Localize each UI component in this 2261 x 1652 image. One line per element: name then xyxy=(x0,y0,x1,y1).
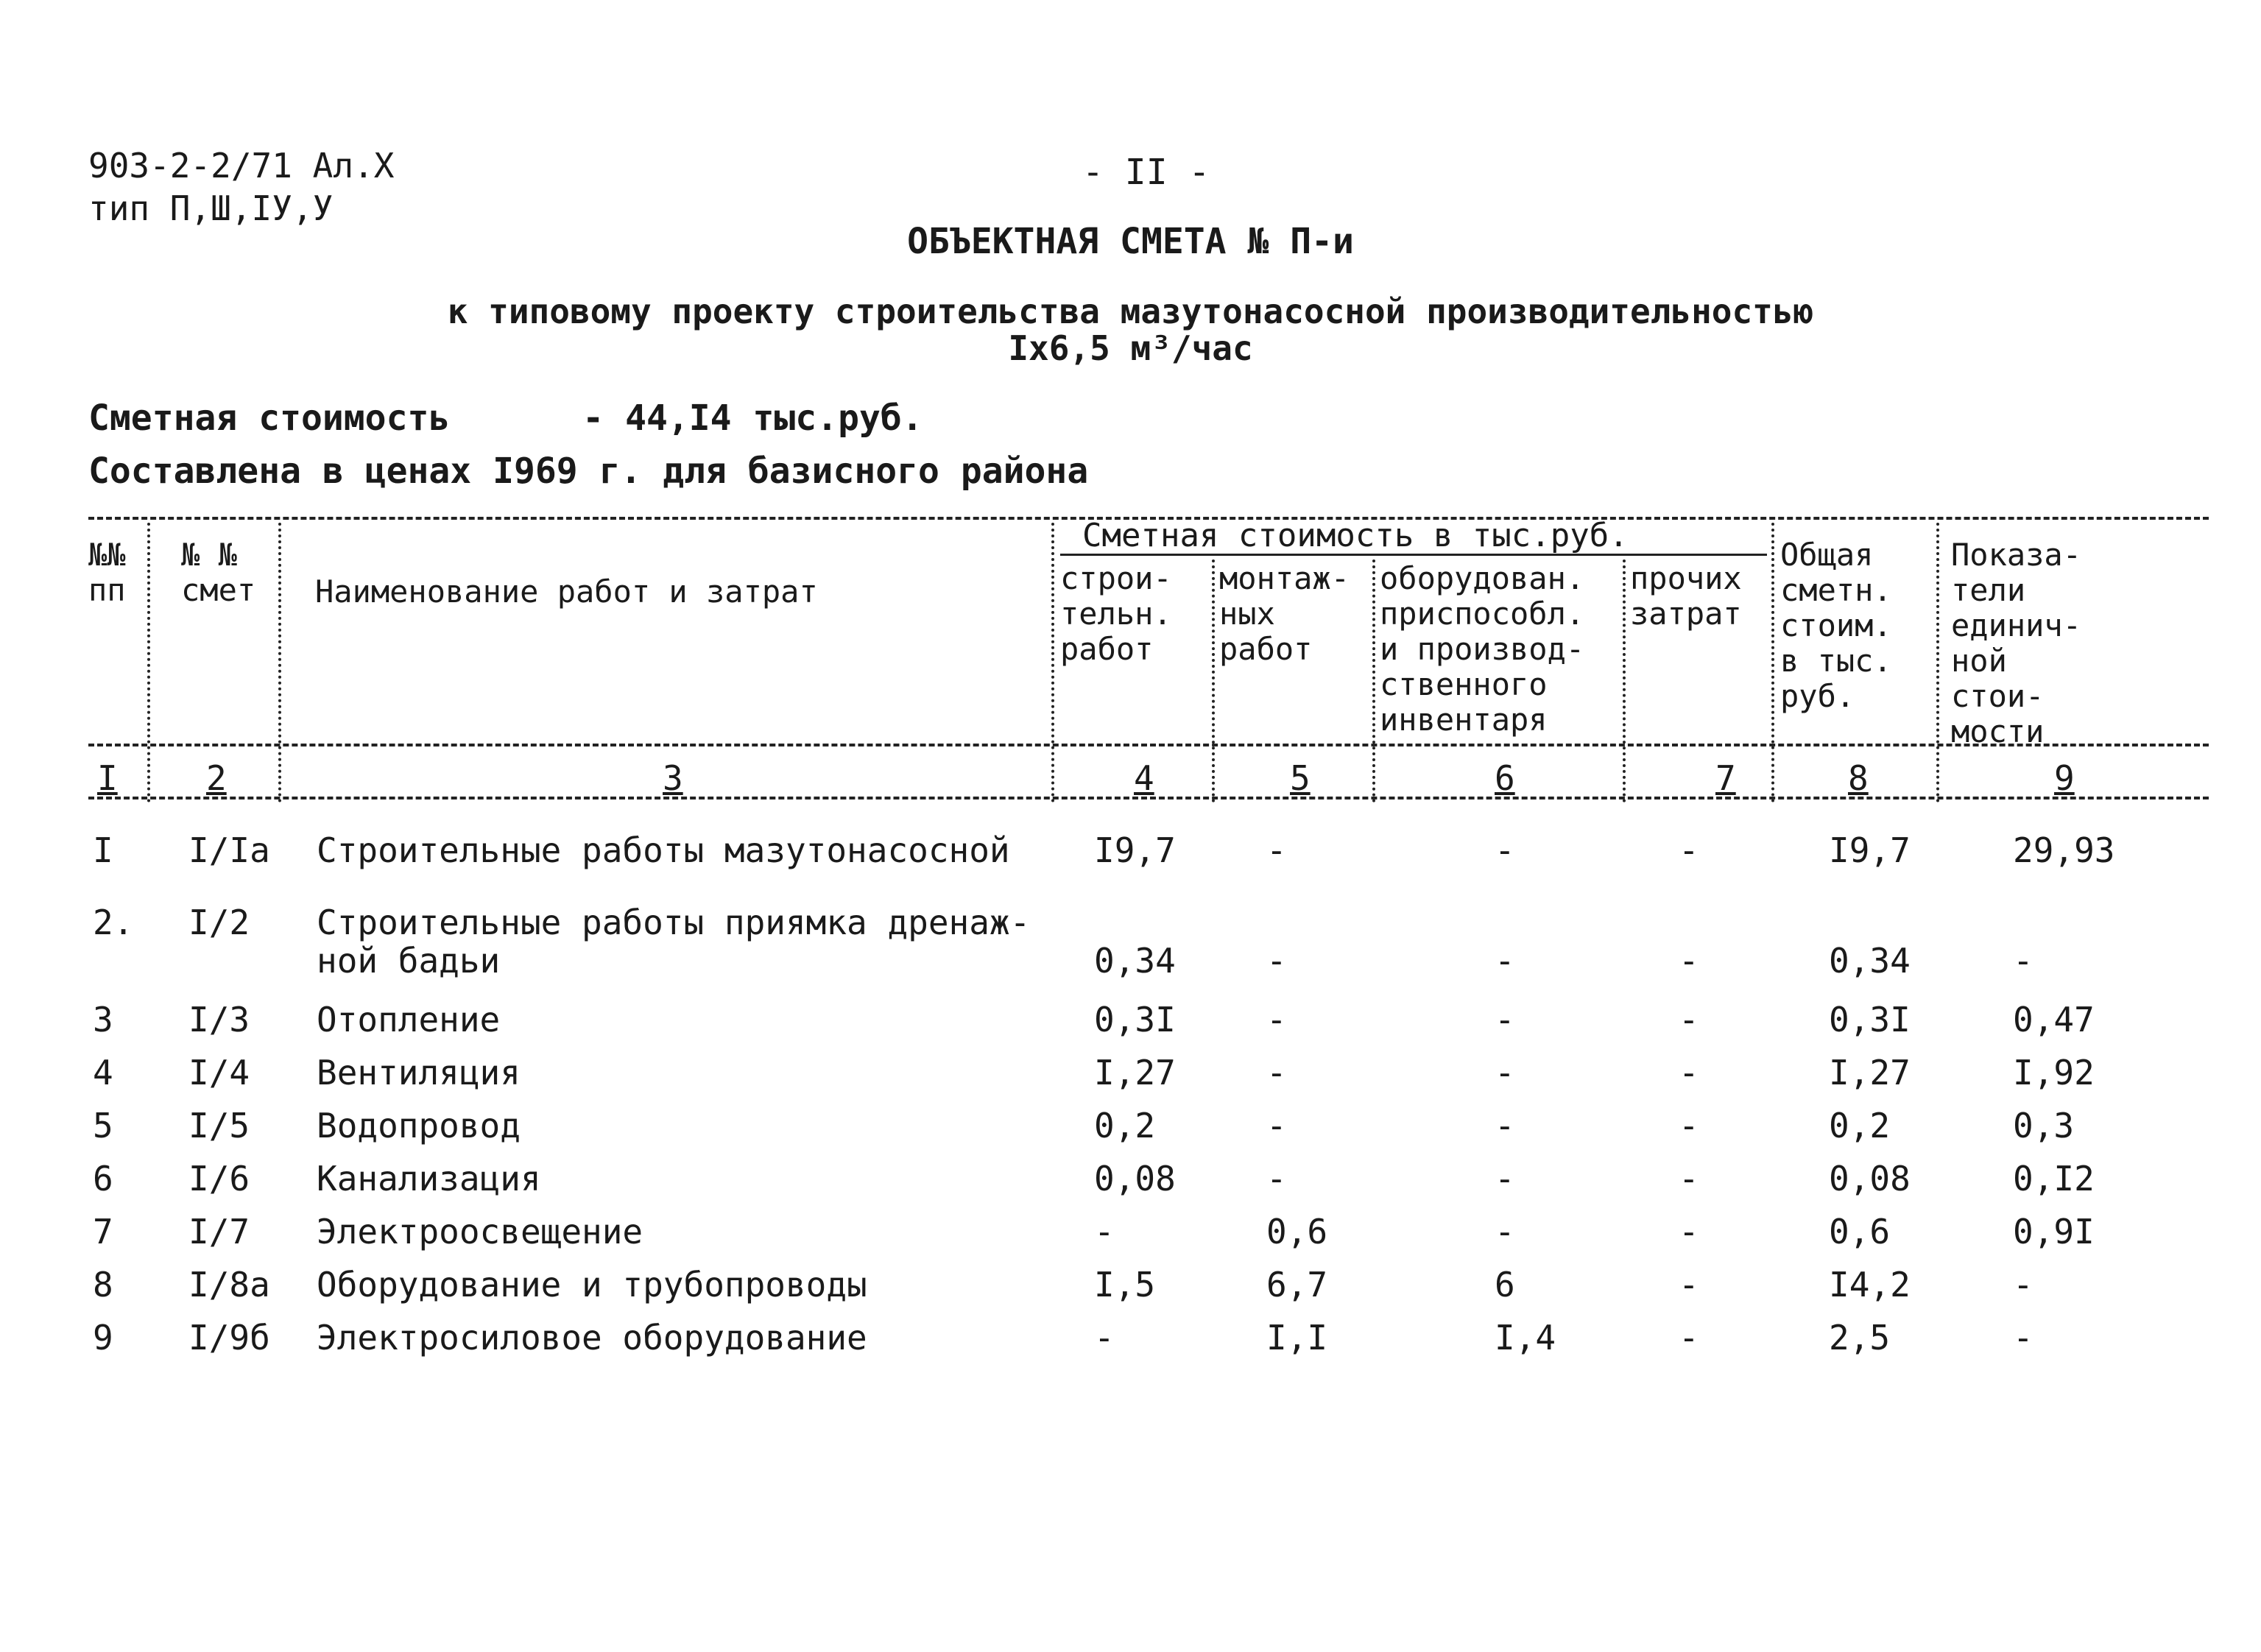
table-cell-c4: 0,34 xyxy=(1094,941,1176,981)
table-cell-pp: 2. xyxy=(93,903,134,942)
table-cell-c6: 6 xyxy=(1495,1265,1515,1305)
table-cell-name: Водопровод xyxy=(317,1106,521,1146)
column-header-c4: строи- xyxy=(1060,560,1172,596)
table-cell-c6: - xyxy=(1495,1053,1515,1092)
table-cell-smeta: I/6 xyxy=(188,1159,250,1199)
column-header-c9: мости xyxy=(1951,713,2045,749)
table-cell-c5: - xyxy=(1266,941,1287,981)
column-header-smeta: смет xyxy=(181,572,256,608)
table-cell-c8: 2,5 xyxy=(1829,1318,1891,1358)
table-cell-c7: - xyxy=(1679,1053,1699,1092)
table-cell-smeta: I/8а xyxy=(188,1265,270,1305)
table-cell-c7: - xyxy=(1679,1106,1699,1146)
subtitle-line2: Iх6,5 м³/час xyxy=(1008,328,1253,368)
estimated-cost xyxy=(88,398,923,439)
table-cell-c7: - xyxy=(1679,1318,1699,1358)
column-number-c9: 9 xyxy=(2054,758,2075,798)
table-cell-pp: 6 xyxy=(93,1159,113,1199)
column-header-c6: оборудован. xyxy=(1380,560,1585,596)
column-header-c9: стои- xyxy=(1951,678,2045,714)
table-cell-c5: - xyxy=(1266,1159,1287,1199)
column-number-c7: 7 xyxy=(1715,758,1736,798)
table-cell-c4: 0,3I xyxy=(1094,1000,1176,1039)
subtitle-line1: к типовому проекту строительства мазутонасосной производительностью xyxy=(447,292,1814,331)
table-cell-c8: I4,2 xyxy=(1829,1265,1911,1305)
table-cell-name: Строительные работы приямка дренаж- xyxy=(317,903,1031,942)
table-cell-pp: 7 xyxy=(93,1212,113,1252)
table-cell-c8: 0,3I xyxy=(1829,1000,1911,1039)
table-cell-c9: I,92 xyxy=(2013,1053,2095,1092)
document-code-line1: 903-2-2/71 Ал.Х xyxy=(88,146,395,186)
table-cell-c6: - xyxy=(1495,1106,1515,1146)
column-header-c6: приспособл. xyxy=(1380,596,1585,632)
table-cell-c5: - xyxy=(1266,1106,1287,1146)
column-header-c9: единич- xyxy=(1951,607,2082,643)
table-cell-pp: 4 xyxy=(93,1053,113,1092)
column-number-name: 3 xyxy=(663,758,683,798)
column-header-c6: ственного xyxy=(1380,666,1548,702)
table-cell-c8: 0,6 xyxy=(1829,1212,1891,1252)
table-cell-c7: - xyxy=(1679,1265,1699,1305)
column-header-c9: Показа- xyxy=(1951,537,2082,573)
column-header-c7: затрат xyxy=(1630,596,1742,632)
column-header-c9: тели xyxy=(1951,572,2026,608)
table-cell-c4: 0,08 xyxy=(1094,1159,1176,1199)
col-divider-6 xyxy=(1623,560,1626,802)
table-cell-c9: 0,I2 xyxy=(2013,1159,2095,1199)
column-header-c6: и производ- xyxy=(1380,631,1585,667)
table-cell-c4: - xyxy=(1094,1212,1115,1252)
document-code xyxy=(88,144,394,230)
column-header-c5: монтаж- xyxy=(1219,560,1350,596)
table-cell-c4: - xyxy=(1094,1318,1115,1358)
cost-label: Сметная стоимость xyxy=(88,398,451,439)
table-cell-c6: - xyxy=(1495,1000,1515,1039)
table-cell-c5: I,I xyxy=(1266,1318,1328,1358)
table-cell-smeta: I/2 xyxy=(188,903,250,942)
table-cell-smeta: I/3 xyxy=(188,1000,250,1039)
table-cell-c6: - xyxy=(1495,1212,1515,1252)
column-header-c8: руб. xyxy=(1780,678,1855,714)
column-header-c4: тельн. xyxy=(1060,596,1172,632)
column-header-c6: инвентаря xyxy=(1380,702,1548,738)
group-header: Сметная стоимость в тыс.руб. xyxy=(1082,517,1629,554)
table-cell-pp: 5 xyxy=(93,1106,113,1146)
table-cell-c9: - xyxy=(2013,1265,2034,1305)
col-divider-5 xyxy=(1372,560,1375,802)
table-cell-pp: I xyxy=(93,830,113,870)
col-divider-4 xyxy=(1212,560,1215,802)
page-number: - II - xyxy=(1082,152,1210,193)
column-header-c5: работ xyxy=(1219,631,1313,667)
table-cell-c6: - xyxy=(1495,830,1515,870)
table-cell-smeta: I/Iа xyxy=(188,830,270,870)
table-cell-name: ной бадьи xyxy=(317,941,501,981)
table-cell-name: Канализация xyxy=(317,1159,541,1199)
column-header-c8: сметн. xyxy=(1780,572,1892,608)
prices-note: Составлена в ценах I969 г. для базисного района xyxy=(88,451,1089,492)
table-cell-c4: 0,2 xyxy=(1094,1106,1156,1146)
table-cell-c9: 0,47 xyxy=(2013,1000,2095,1039)
column-header-c8: Общая xyxy=(1780,537,1874,573)
table-cell-c9: 29,93 xyxy=(2013,830,2115,870)
table-cell-name: Строительные работы мазутонасосной xyxy=(317,830,1010,870)
table-cell-c4: I,5 xyxy=(1094,1265,1156,1305)
table-cell-c6: I,4 xyxy=(1495,1318,1556,1358)
table-cell-c6: - xyxy=(1495,941,1515,981)
table-cell-smeta: I/4 xyxy=(188,1053,250,1092)
table-cell-c4: I,27 xyxy=(1094,1053,1176,1092)
column-header-name: Наименование работ и затрат xyxy=(315,573,818,610)
table-cell-c8: 0,2 xyxy=(1829,1106,1891,1146)
table-cell-smeta: I/7 xyxy=(188,1212,250,1252)
table-cell-name: Отопление xyxy=(317,1000,501,1039)
column-header-c5: ных xyxy=(1219,596,1275,632)
column-number-pp: I xyxy=(97,758,118,798)
table-cell-c7: - xyxy=(1679,830,1699,870)
col-divider-2 xyxy=(278,523,281,802)
table-cell-c8: I9,7 xyxy=(1829,830,1911,870)
table-cell-c9: - xyxy=(2013,941,2034,981)
table-cell-c8: 0,08 xyxy=(1829,1159,1911,1199)
column-number-c6: 6 xyxy=(1495,758,1515,798)
table-cell-pp: 3 xyxy=(93,1000,113,1039)
table-cell-c5: - xyxy=(1266,830,1287,870)
table-cell-c8: I,27 xyxy=(1829,1053,1911,1092)
table-cell-c8: 0,34 xyxy=(1829,941,1911,981)
table-cell-pp: 8 xyxy=(93,1265,113,1305)
column-header-c8: стоим. xyxy=(1780,607,1892,643)
table-cell-c7: - xyxy=(1679,1212,1699,1252)
table-cell-c5: - xyxy=(1266,1053,1287,1092)
column-number-smeta: 2 xyxy=(206,758,227,798)
page-title: ОБЪЕКТНАЯ СМЕТА № П-и xyxy=(907,221,1354,262)
table-cell-smeta: I/9б xyxy=(188,1318,270,1358)
table-cell-name: Оборудование и трубопроводы xyxy=(317,1265,867,1305)
table-cell-c5: 6,7 xyxy=(1266,1265,1328,1305)
table-cell-smeta: I/5 xyxy=(188,1106,250,1146)
table-cell-c7: - xyxy=(1679,941,1699,981)
table-cell-name: Вентиляция xyxy=(317,1053,521,1092)
column-header-c9: ной xyxy=(1951,643,2007,679)
document-code-line2: тип П,Ш,IУ,У xyxy=(88,188,334,228)
table-cell-c9: - xyxy=(2013,1318,2034,1358)
table-cell-c5: - xyxy=(1266,1000,1287,1039)
column-header-pp: №№ xyxy=(88,537,126,573)
table-cell-c9: 0,3 xyxy=(2013,1106,2075,1146)
table-cell-c5: 0,6 xyxy=(1266,1212,1328,1252)
column-header-pp: пп xyxy=(88,572,126,608)
col-divider-1 xyxy=(147,523,150,802)
table-cell-c4: I9,7 xyxy=(1094,830,1176,870)
table-cell-c6: - xyxy=(1495,1159,1515,1199)
column-number-c5: 5 xyxy=(1290,758,1311,798)
table-cell-name: Электроосвещение xyxy=(317,1212,643,1252)
column-number-c8: 8 xyxy=(1848,758,1869,798)
column-header-c8: в тыс. xyxy=(1780,643,1892,679)
col-divider-7 xyxy=(1771,523,1774,802)
table-cell-c9: 0,9I xyxy=(2013,1212,2095,1252)
col-divider-8 xyxy=(1936,523,1939,802)
table-cell-name: Электросиловое оборудование xyxy=(317,1318,867,1358)
column-number-c4: 4 xyxy=(1134,758,1154,798)
table-cell-c7: - xyxy=(1679,1000,1699,1039)
column-header-c4: работ xyxy=(1060,631,1154,667)
cost-value: - 44,I4 тыс.руб. xyxy=(582,398,923,439)
header-bottom-rule xyxy=(88,744,2209,746)
col-divider-3 xyxy=(1051,523,1054,802)
table-cell-c7: - xyxy=(1679,1159,1699,1199)
page-subtitle xyxy=(0,293,2261,367)
column-header-smeta: № № xyxy=(181,537,237,573)
table-cell-pp: 9 xyxy=(93,1318,113,1358)
column-header-c7: прочих xyxy=(1630,560,1742,596)
